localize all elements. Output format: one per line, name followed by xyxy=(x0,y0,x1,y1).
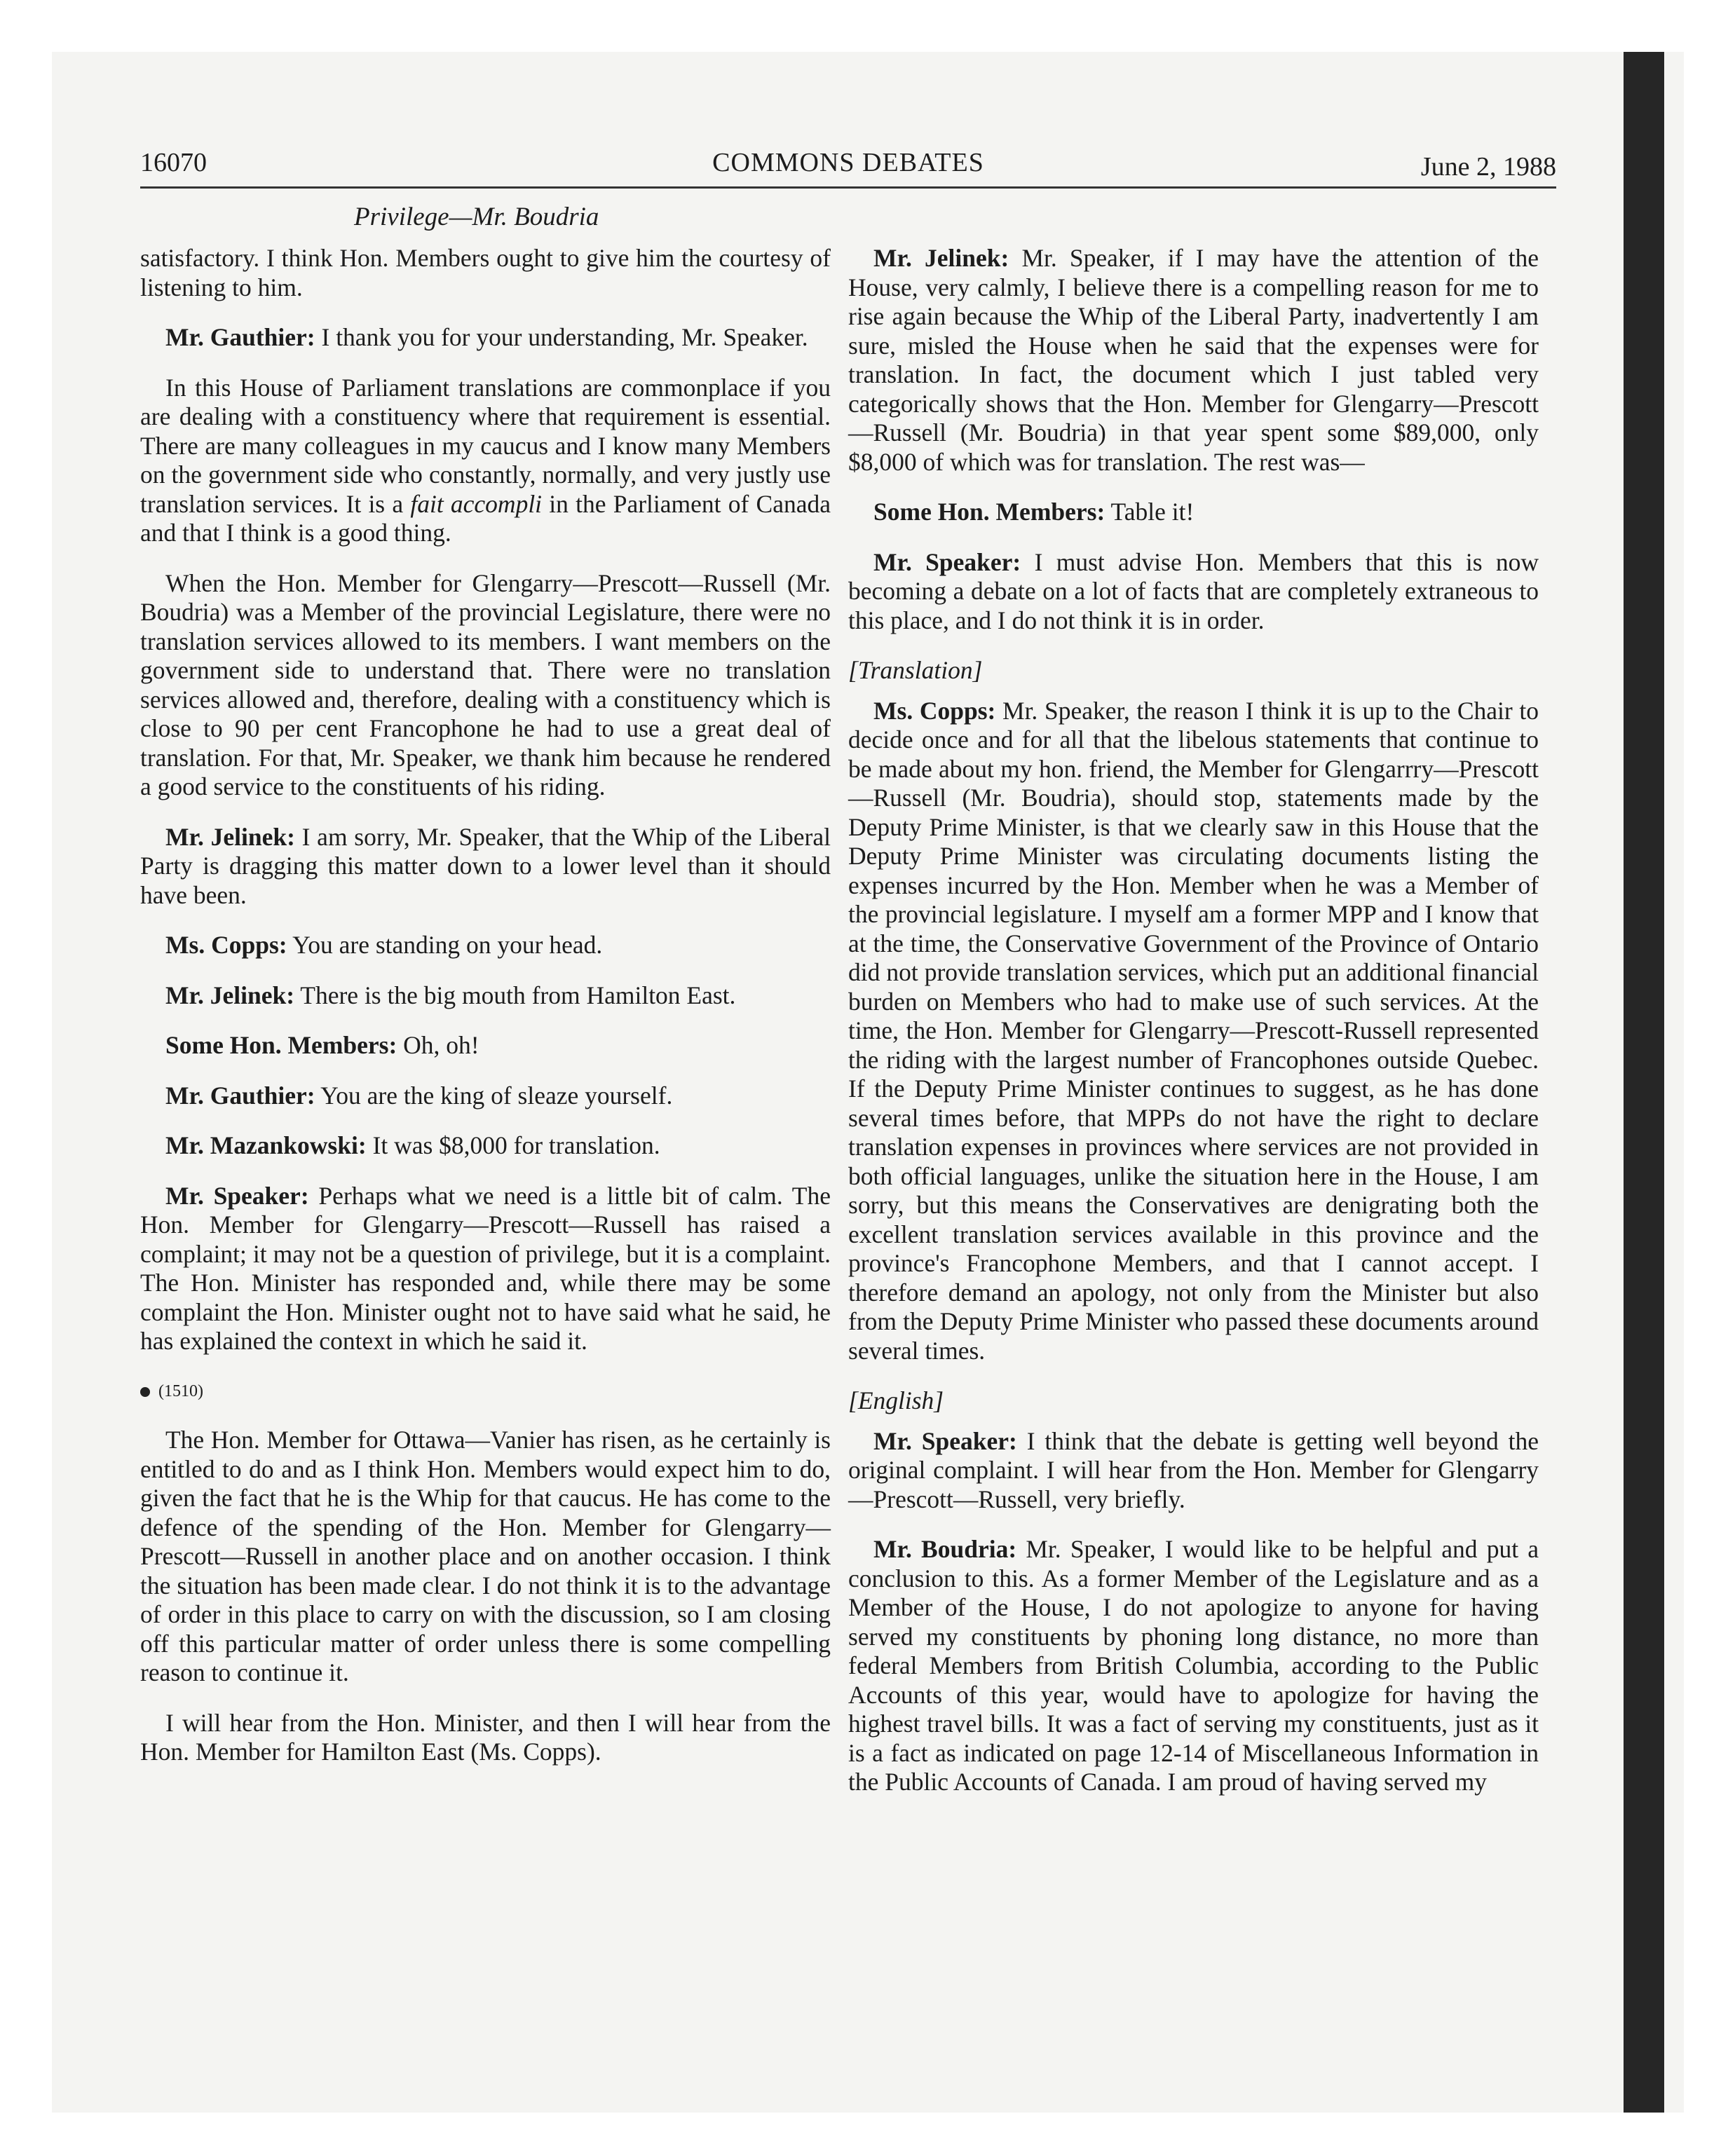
speech-paragraph xyxy=(140,1131,831,1161)
time-stamp: (1510) xyxy=(158,1381,203,1400)
speech-paragraph xyxy=(140,1182,831,1356)
paragraph: I will hear from the Hon. Minister, and then I will hear from the Hon. Member for Hamilton East (Ms. Copps). xyxy=(140,1708,831,1766)
language-tag: [English] xyxy=(848,1386,944,1414)
speaker-name: Some Hon. Members: xyxy=(165,1031,397,1059)
speech-text: Mr. Speaker, I would like to be helpful and put a conclusion to this. As a former Member of the Legislature and as a Member of the House, I do not apologize to anyone for having served my constituents by phoning long distance, no more than federal Members from British Columbia, according to the Public Accounts of this year, would have to apologize for having the highest travel bills. It was a fact of serving my constituents, just as it is a fact as indicated on page 12-14 of Miscellaneous Information in the Public Accounts of Canada. I am proud of having served my xyxy=(848,1535,1539,1796)
speaker-name: Mr. Gauthier: xyxy=(165,323,315,351)
speech-text: Table it! xyxy=(1105,498,1195,526)
publication-title: COMMONS DEBATES xyxy=(712,148,984,177)
speech-text: You are standing on your head. xyxy=(287,931,603,959)
speaker-name: Mr. Gauthier: xyxy=(165,1081,315,1110)
speech-text: Perhaps what we need is a little bit of calm. The Hon. Member for Glengarry—Prescott—Russell has raised a complaint; it may not be a question of privilege, but it is a complaint. The Hon. Minister has responded and, while there may be some complaint the Hon. Minister ought not to have said what he said, he has explained the context in which he said it. xyxy=(140,1181,831,1355)
speech-text: Oh, oh! xyxy=(397,1031,479,1059)
speech-text: It was $8,000 for translation. xyxy=(366,1131,660,1159)
speech-text: Mr. Speaker, the reason I think it is up to the Chair to decide once and for all that the libelous statements that continue to be made about my hon. friend, the Member for Glengarrry—Prescott—Russell (Mr. Boudria), should stop, statements made by the Deputy Prime Minister, is that we clearly saw in this House that the Deputy Prime Minister was circulating documents listing the expenses incurred by the Hon. Member when he was a Member of the provincial legislature. I myself am a former MPP and I know that at the time, the Conservative Government of the Province of Ontario did not provide translation services, which put an additional financial burden on Members who had to make use of such services. At the time, the Hon. Member for Glengarry—Prescott-Russell represented the riding with the largest number of Francophones outside Quebec. If the Deputy Prime Minister continues to suggest, as he has done several times before, that MPPs do not have the right to declare translation expenses in provinces where services are not provided in both official languages, unlike the situation here in the House, I am sorry, but this means the Conservatives are denigrating both the excellent translation services available in this province and the province's Francophone Members, and that I cannot accept. I therefore demand an apology, not only from the Minister but also from the Deputy Prime Minister who passed these documents around several times. xyxy=(848,696,1539,1365)
speech-text: You are the king of sleaze yourself. xyxy=(315,1081,673,1110)
speech-paragraph xyxy=(140,323,831,353)
speaker-name: Some Hon. Members: xyxy=(873,498,1105,526)
speech-paragraph xyxy=(140,931,831,960)
speech-paragraph xyxy=(848,1427,1539,1515)
speech-text: I thank you for your understanding, Mr. Speaker. xyxy=(315,323,808,351)
speaker-name: Mr. Speaker: xyxy=(165,1181,309,1210)
speech-paragraph xyxy=(140,981,831,1011)
speech-paragraph xyxy=(848,697,1539,1366)
paragraph: satisfactory. I think Hon. Members ought to give him the courtesy of listening to him. xyxy=(140,244,831,301)
speech-text: There is the big mouth from Hamilton East. xyxy=(294,981,736,1009)
running-head: Privilege—Mr. Boudria xyxy=(354,203,599,231)
speech-paragraph xyxy=(848,498,1539,527)
speech-text: I think that the debate is getting well beyond the original complaint. I will hear from the Hon. Member for Glengarry—Prescott—Russell, very briefly. xyxy=(848,1426,1539,1513)
paragraph: The Hon. Member for Ottawa—Vanier has risen, as he certainly is entitled to do and as I think Hon. Members would expect him to do, given the fact that he is the Whip for that caucus. He has come to the defence of the spending of the Hon. Member for Glengarry—Prescott—Russell in another place and on another occasion. I think the situation has been made clear. I do not think it is to the advantage of order in this place to carry on with the discussion, so I am closing off this particular matter of order unless there is some compelling reason to continue it. xyxy=(140,1426,831,1686)
speech-paragraph xyxy=(140,1031,831,1060)
speaker-name: Mr. Jelinek: xyxy=(165,981,295,1009)
speech-text: I am sorry, Mr. Speaker, that the Whip of the Liberal Party is dragging this matter down to a lower level than it should have been. xyxy=(140,822,831,909)
paragraph: When the Hon. Member for Glengarry—Prescott—Russell (Mr. Boudria) was a Member of the provincial Legislature, there were no translation services allowed to its members. I want members on the government side to understand that. There were no translation services allowed and, therefore, dealing with a constituency which is close to 90 per cent Francophone he had to use a great deal of translation. For that, Mr. Speaker, we thank him because he rendered a good service to the constituents of his riding. xyxy=(140,568,831,800)
speech-text: I must advise Hon. Members that this is now becoming a debate on a lot of facts that are completely extraneous to this place, and I do not think it is in order. xyxy=(848,547,1539,634)
scan-edge-bar xyxy=(1624,52,1664,2113)
speech-text: Mr. Speaker, if I may have the attention of the House, very calmly, I believe there is a compelling reason for me to rise again because the Whip of the Liberal Party, inadvertently I am sure, misled the House when he said that the expenses were for translation. In fact, the document which I just tabled very categorically shows that the Hon. Member for Glengarry—Prescott—Russell (Mr. Boudria) in that year spent some $89,000, only $8,000 of which was for translation. The rest was— xyxy=(848,244,1539,476)
speaker-name: Ms. Copps: xyxy=(873,696,996,725)
speech-paragraph xyxy=(848,548,1539,636)
time-marker xyxy=(140,1377,831,1407)
paragraph xyxy=(140,374,831,548)
speech-text: in the Parliament of Canada and that I think is a good thing. xyxy=(140,489,831,547)
speaker-name: Mr. Mazankowski: xyxy=(165,1131,367,1159)
speech-text: In this House of Parliament translations are commonplace if you are dealing with a constituency where that requirement is essential. There are many colleagues in my caucus and I know many Members on the government side who constantly, normally, and very justly use translation services. It is a xyxy=(140,373,831,518)
speaker-name: Mr. Speaker: xyxy=(873,1426,1017,1455)
right-column xyxy=(848,244,1539,1818)
italic-phrase: fait accompli xyxy=(410,489,543,518)
speech-paragraph xyxy=(140,1082,831,1111)
left-column xyxy=(140,244,831,1788)
speaker-name: Ms. Copps: xyxy=(165,931,287,959)
speaker-name: Mr. Boudria: xyxy=(873,1535,1017,1563)
speaker-name: Mr. Jelinek: xyxy=(873,244,1009,272)
speech-paragraph xyxy=(848,1535,1539,1797)
speech-paragraph xyxy=(848,244,1539,477)
language-tag: [Translation] xyxy=(848,656,983,684)
speech-paragraph xyxy=(140,823,831,910)
page-header xyxy=(140,147,1556,189)
page-number: 16070 xyxy=(140,148,207,177)
publication-date: June 2, 1988 xyxy=(1420,152,1556,182)
bullet-icon xyxy=(140,1387,150,1397)
speaker-name: Mr. Speaker: xyxy=(873,547,1021,576)
speaker-name: Mr. Jelinek: xyxy=(165,822,295,851)
